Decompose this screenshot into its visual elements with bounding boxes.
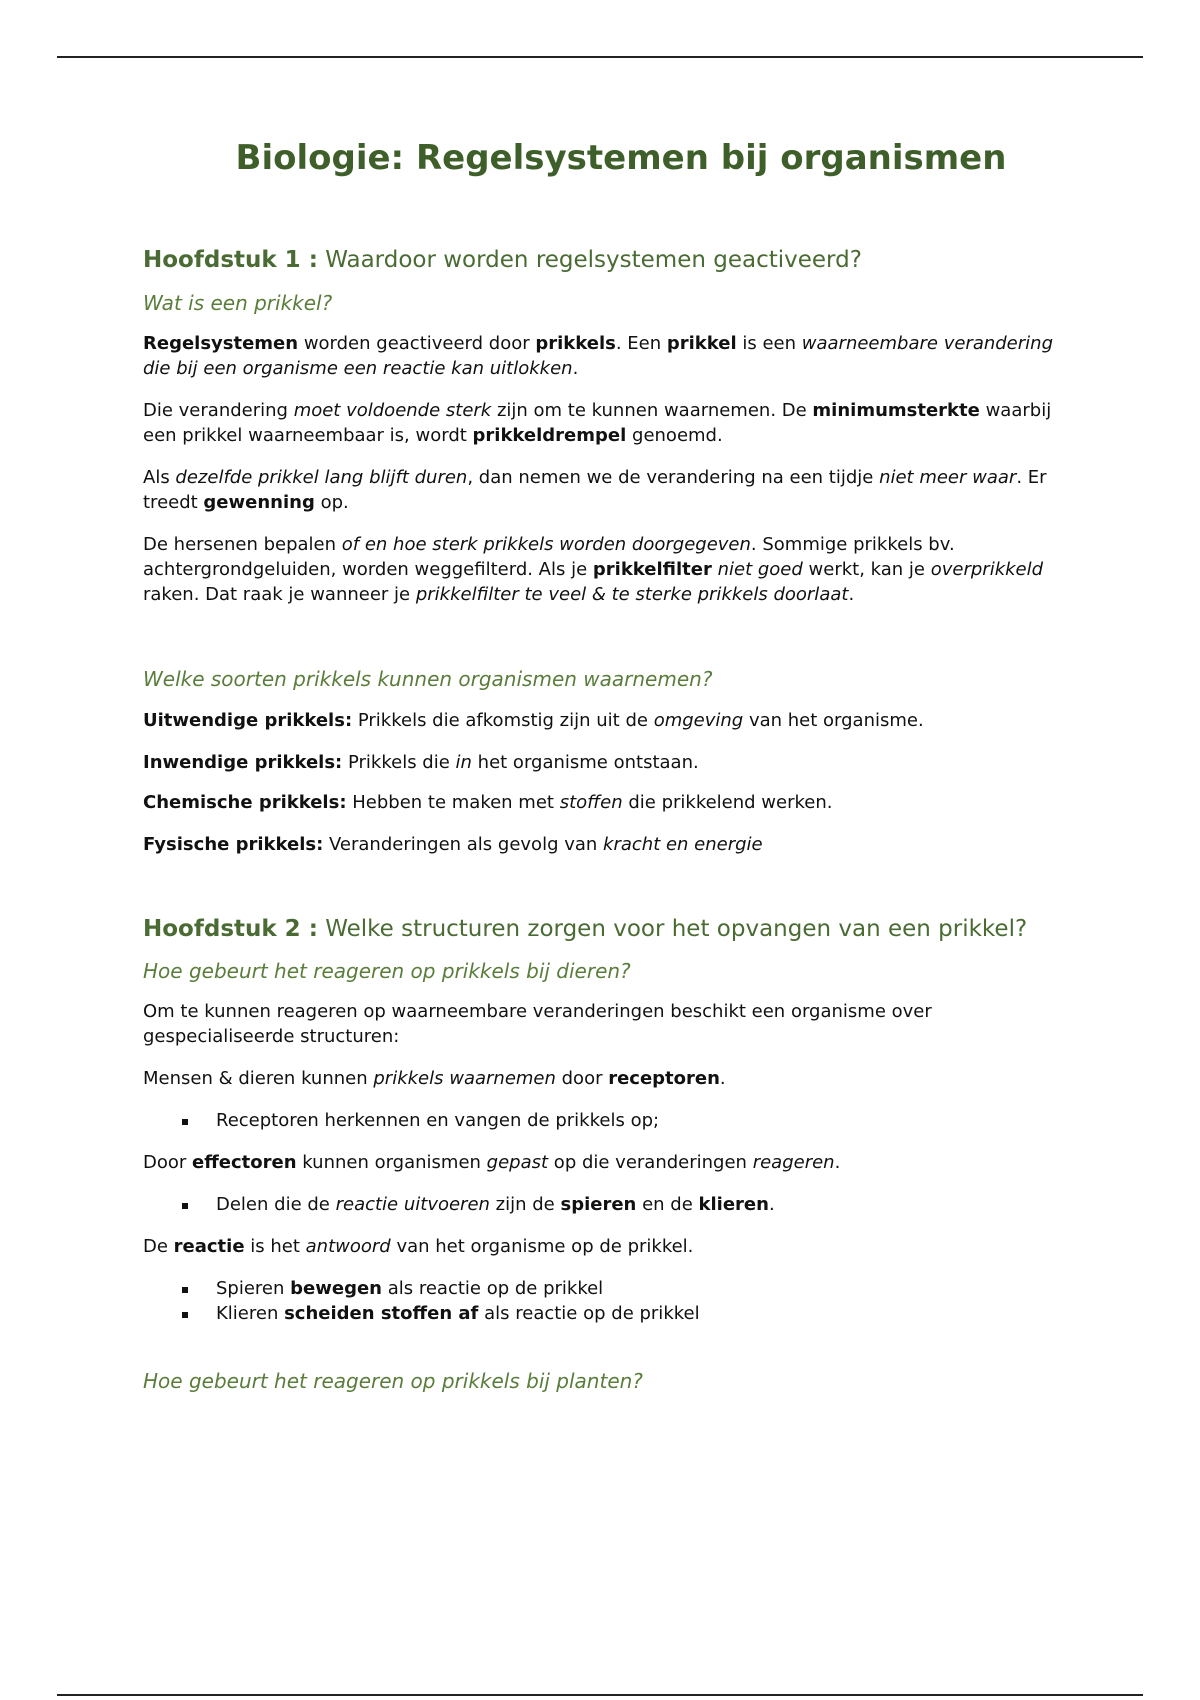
paragraph-reactie: De reactie is het antwoord van het organisme op de prikkel.: [143, 1236, 694, 1257]
question-soorten-prikkels: Welke soorten prikkels kunnen organismen waarnemen?: [143, 667, 713, 691]
document-body: [143, 138, 1063, 1394]
question-reageren-dieren: Hoe gebeurt het reageren op prikkels bij dieren?: [143, 959, 631, 983]
paragraph-effectoren: Door effectoren kunnen organismen gepast op die veranderingen reageren.: [143, 1152, 841, 1173]
definition-chemische-prikkels: Chemische prikkels: Hebben te maken met stoffen die prikkelend werken.: [143, 792, 833, 813]
document-title: Biologie: Regelsystemen bij organismen: [235, 138, 1007, 178]
list-item: Klieren scheiden stoffen af als reactie op de prikkel: [216, 1301, 1063, 1326]
chapter-2-title: Welke structuren zorgen voor het opvangen van een prikkel?: [325, 916, 1028, 942]
list-item: Spieren bewegen als reactie op de prikkel: [216, 1276, 1063, 1301]
definition-uitwendige-prikkels: Uitwendige prikkels: Prikkels die afkomstig zijn uit de omgeving van het organisme.: [143, 710, 924, 731]
chapter-1-title: Waardoor worden regelsystemen geactiveerd?: [325, 247, 862, 273]
list-receptoren: [143, 1108, 1063, 1133]
list-item: Delen die de reactie uitvoeren zijn de spieren en de klieren.: [216, 1192, 1063, 1217]
chapter-2-heading: [143, 914, 1063, 945]
list-reacties: [143, 1276, 1063, 1326]
paragraph-gewenning: Als dezelfde prikkel lang blijft duren, dan nemen we de verandering na een tijdje niet meer waar. Er treedt gewenning op.: [143, 467, 1047, 513]
paragraph-prikkelfilter: De hersenen bepalen of en hoe sterk prikkels worden doorgegeven. Sommige prikkels bv. achtergrondgeluiden, worden weggefilterd. Als je prikkelfilter niet goed werkt, kan je overprikkeld raken. Dat raak je wanneer je prikkelfilter te veel & te sterke prikkels doorlaat.: [143, 534, 1044, 605]
paragraph-prikkeldrempel: Die verandering moet voldoende sterk zijn om te kunnen waarnemen. De minimumsterkte waarbij een prikkel waarneembaar is, wordt prikkeldrempel genoemd.: [143, 400, 1052, 446]
bottom-rule: [57, 1694, 1143, 1696]
top-rule: [57, 56, 1143, 58]
definition-fysische-prikkels: Fysische prikkels: Veranderingen als gevolg van kracht en energie: [143, 834, 763, 855]
list-effectoren: [143, 1192, 1063, 1217]
chapter-1-label: Hoofdstuk 1 :: [143, 247, 318, 273]
question-reageren-planten: Hoe gebeurt het reageren op prikkels bij planten?: [143, 1369, 643, 1393]
list-item: Receptoren herkennen en vangen de prikkels op;: [216, 1108, 1063, 1133]
paragraph-regelsystemen: Regelsystemen worden geactiveerd door prikkels. Een prikkel is een waarneembare verandering die bij een organisme een reactie kan uitlokken.: [143, 333, 1053, 379]
question-wat-is-prikkel: Wat is een prikkel?: [143, 291, 333, 315]
chapter-1-heading: [143, 245, 1063, 276]
definition-inwendige-prikkels: Inwendige prikkels: Prikkels die in het organisme ontstaan.: [143, 752, 699, 773]
paragraph-gespecialiseerde-structuren: Om te kunnen reageren op waarneembare veranderingen beschikt een organisme over gespecialiseerde structuren:: [143, 1001, 932, 1047]
chapter-2-label: Hoofdstuk 2 :: [143, 916, 318, 942]
paragraph-receptoren: Mensen & dieren kunnen prikkels waarnemen door receptoren.: [143, 1068, 726, 1089]
